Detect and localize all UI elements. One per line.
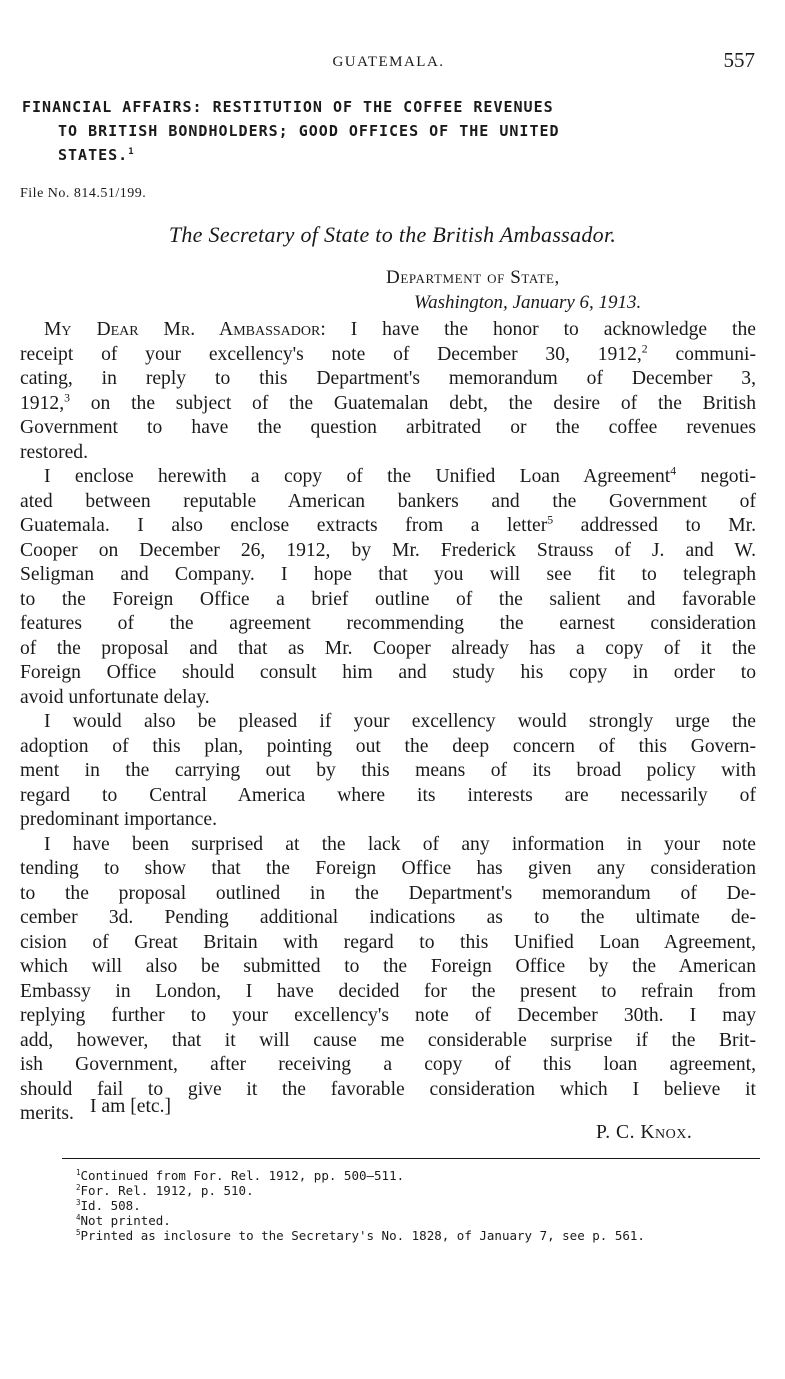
footnote [76,1213,716,1228]
salutation: My Dear Mr. Ambassador: [44,319,326,340]
text-line: cember 3d. Pending additional indications as to the ultimate de- [20,907,756,928]
text-line: I would also be pleased if your excellency would strongly urge the [44,711,756,732]
page-number: 557 [723,48,755,72]
footnote-text: For. Rel. 1912, p. 510. [80,1183,254,1198]
footnote-text: Continued from For. Rel. 1912, pp. 500–511. [80,1168,405,1183]
letter-body [20,318,756,1127]
dateline-department: Department of State, [386,267,560,288]
document-title: The Secretary of State to the British Ambassador. [168,222,617,247]
text-line: avoid unfortunate delay. [20,686,210,708]
text-line [20,514,756,539]
text-line: Foreign Office should consult him and study his copy in order to [20,662,756,683]
text-line: cision of Great Britain with regard to this Unified Loan Agreement, [20,931,756,953]
footnote-text: Not printed. [80,1213,171,1228]
text-line: add, however, that it will cause me considerable surprise if the Brit- [20,1029,756,1051]
footnotes [76,1168,716,1243]
heading-line-3 [22,143,757,167]
footnote-mark: 4 [76,1212,81,1222]
text-line [20,465,756,490]
text-line: should fail to give it the favorable consideration which I believe it [20,1078,756,1100]
signature: P. C. Knox. [596,1122,693,1143]
text-span: addressed to Mr. [580,515,756,536]
footnote [76,1198,716,1213]
footnote-mark: 5 [76,1227,81,1237]
file-number: File No. 814.51/199. [20,186,147,201]
text-line: ish Government, after receiving a copy of this loan agreement, [20,1054,756,1075]
text-line: Seligman and Company. I hope that you will see fit to telegraph [20,564,756,585]
footnote-ref-3: 3 [64,390,70,404]
footnote-mark: 3 [76,1197,81,1207]
footnote-ref-1: 1 [128,147,135,157]
heading-line-2: TO BRITISH BONDHOLDERS; GOOD OFFICES OF THE UNITED [58,122,560,140]
footnote [76,1168,716,1183]
text-line: which will also be submitted to the Foreign Office by the American [20,956,756,977]
footnote-ref-4: 4 [670,464,677,478]
text-line: to the proposal outlined in the Department's memorandum of De- [20,882,756,904]
heading-line-1: FINANCIAL AFFAIRS: RESTITUTION OF THE COFFEE REVENUES [22,98,554,116]
text-span: on the subject of the Guatemalan debt, the desire of the British [90,392,756,414]
text-line: regard to Central America where its interests are necessarily of [20,784,756,806]
text-line: adoption of this plan, pointing out the deep concern of this Govern- [20,735,756,757]
text-span: negoti- [700,466,756,487]
footnote-mark: 2 [76,1182,81,1192]
footnote-ref-2: 2 [641,341,648,355]
dateline [386,265,746,315]
section-heading [22,95,757,167]
text-span: I enclose herewith a copy of the Unified Loan Agreement [44,466,671,487]
text-line: features of the agreement recommending the earnest consideration [20,613,756,634]
text-span: I have the honor to acknowledge the [350,319,756,340]
footnote-ref-5: 5 [547,513,554,527]
running-header [22,50,755,78]
text-line: to the Foreign Office a brief outline of the salient and favorable [20,588,756,610]
closing: I am [etc.] [90,1096,172,1117]
text-line: cating, in reply to this Department's memorandum of December 3, [20,368,756,389]
footnote [76,1228,716,1243]
heading-line-3-text: STATES. [58,146,129,164]
text-line: of the proposal and that as Mr. Cooper already has a copy of it the [20,637,756,659]
text-line [20,318,756,343]
text-span: Guatemala. I also enclose extracts from a letter [20,515,548,536]
footnote-mark: 1 [76,1167,81,1177]
footnote-divider [62,1158,760,1159]
running-title: GUATEMALA. [332,54,445,70]
text-span: 1912, [20,392,65,414]
footnote [76,1183,716,1198]
text-line: ated between reputable American bankers and the Government of [20,490,756,512]
footnote-text: Printed as inclosure to the Secretary's No. 1828, of January 7, see p. 561. [80,1228,645,1243]
text-line: Embassy in London, I have decided for the present to refrain from [20,980,756,1002]
text-line: replying further to your excellency's note of December 30th. I may [20,1005,756,1026]
dateline-place-date: Washington, January 6, 1913. [414,292,642,313]
text-line: tending to show that the Foreign Office has given any consideration [20,858,756,879]
text-span: communi- [675,343,756,365]
text-line: Government to have the question arbitrated or the coffee revenues [20,417,756,438]
text-line: predominant importance. [20,809,217,830]
text-line [20,343,756,368]
text-line: merits. [20,1103,74,1124]
text-line [20,392,756,417]
text-line: restored. [20,441,89,463]
text-line: Cooper on December 26, 1912, by Mr. Frederick Strauss of J. and W. [20,539,756,561]
text-line: ment in the carrying out by this means of its broad policy with [20,760,756,781]
text-span: receipt of your excellency's note of December 30, 1912, [20,343,642,365]
footnote-text: Id. 508. [80,1198,141,1213]
text-line: I have been surprised at the lack of any information in your note [44,833,756,855]
